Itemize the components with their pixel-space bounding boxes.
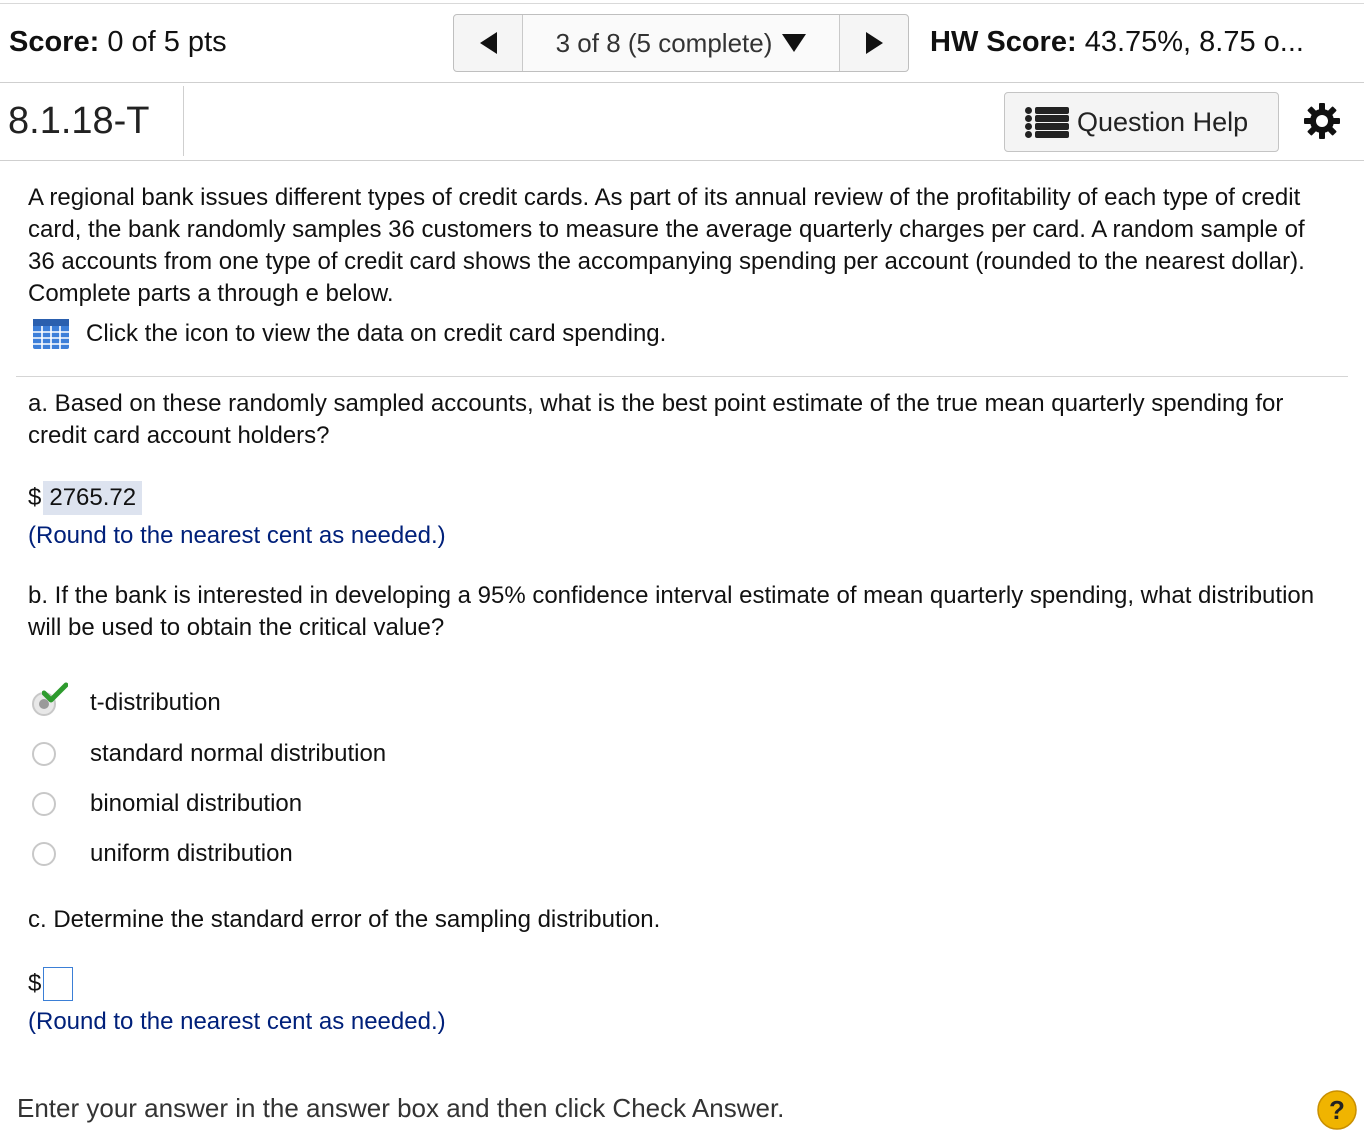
score-value: 0 of 5 pts bbox=[99, 26, 227, 58]
question-navigator bbox=[453, 14, 909, 72]
part-a-answer bbox=[28, 481, 142, 515]
score-label: Score: bbox=[9, 26, 100, 58]
hw-score-display bbox=[930, 26, 1360, 59]
previous-question-button[interactable] bbox=[454, 15, 522, 71]
footer-instruction: Enter your answer in the answer box and then click Check Answer. bbox=[17, 1093, 785, 1123]
arrow-left-icon bbox=[480, 32, 497, 54]
part-c-prompt: c. Determine the standard error of the sampling distribution. bbox=[28, 906, 661, 933]
option-t-distribution[interactable] bbox=[28, 688, 221, 718]
help-symbol: ? bbox=[1329, 1095, 1345, 1125]
option-standard-normal[interactable] bbox=[28, 740, 386, 768]
currency-symbol: $ bbox=[28, 970, 42, 997]
option-label: t-distribution bbox=[90, 689, 221, 716]
score-display bbox=[9, 26, 227, 59]
question-selector-dropdown[interactable] bbox=[522, 15, 840, 71]
part-b-prompt: b. If the bank is interested in developing a 95% confidence interval estimate of mean quarterly spending, what distribution will be used to obtain the critical value? bbox=[28, 582, 1315, 641]
option-label: binomial distribution bbox=[90, 790, 303, 817]
arrow-right-icon bbox=[866, 32, 883, 54]
standard-error-input[interactable] bbox=[43, 967, 73, 1001]
gear-icon[interactable] bbox=[1302, 101, 1342, 141]
view-data-link[interactable] bbox=[32, 318, 666, 350]
help-icon[interactable] bbox=[1316, 1089, 1358, 1131]
question-help-label: Question Help bbox=[1077, 106, 1249, 137]
radio-button[interactable] bbox=[32, 842, 56, 866]
currency-symbol: $ bbox=[28, 484, 42, 511]
option-label: standard normal distribution bbox=[90, 740, 387, 767]
radio-button[interactable] bbox=[32, 792, 56, 816]
option-binomial[interactable] bbox=[28, 790, 302, 818]
radio-button[interactable] bbox=[32, 742, 56, 766]
question-id: 8.1.18-T bbox=[8, 100, 150, 142]
question-help-button[interactable] bbox=[1004, 92, 1279, 152]
part-a-answer-value[interactable]: 2765.72 bbox=[43, 481, 142, 515]
nav-progress-label: 3 of 8 (5 complete) bbox=[555, 27, 773, 58]
question-intro: A regional bank issues different types of credit cards. As part of its annual review of the profitability of each type of credit card, the bank randomly samples 36 customers to measure the average quarterly charges per card. A random sample of 36 accounts from one type of credit card shows the accompanying spending per account (rounded to the nearest dollar). Complete parts a through e below. bbox=[28, 184, 1305, 307]
part-c-answer bbox=[28, 967, 73, 1001]
hw-score-value: 43.75%, 8.75 o... bbox=[1076, 26, 1304, 58]
part-a-hint: (Round to the nearest cent as needed.) bbox=[28, 522, 446, 549]
part-c-hint: (Round to the nearest cent as needed.) bbox=[28, 1008, 446, 1035]
hw-score-label: HW Score: bbox=[930, 26, 1077, 58]
caret-down-icon bbox=[782, 34, 806, 52]
option-label: uniform distribution bbox=[90, 840, 293, 867]
checkmark-icon bbox=[42, 682, 68, 704]
next-question-button[interactable] bbox=[840, 15, 908, 71]
part-a-prompt: a. Based on these randomly sampled accounts, what is the best point estimate of the true mean quarterly spending for credit card account holders? bbox=[28, 390, 1284, 449]
list-icon bbox=[1025, 107, 1069, 137]
option-uniform[interactable] bbox=[28, 840, 293, 868]
data-table-icon[interactable] bbox=[32, 318, 70, 350]
view-data-label: Click the icon to view the data on credit card spending. bbox=[86, 320, 667, 347]
